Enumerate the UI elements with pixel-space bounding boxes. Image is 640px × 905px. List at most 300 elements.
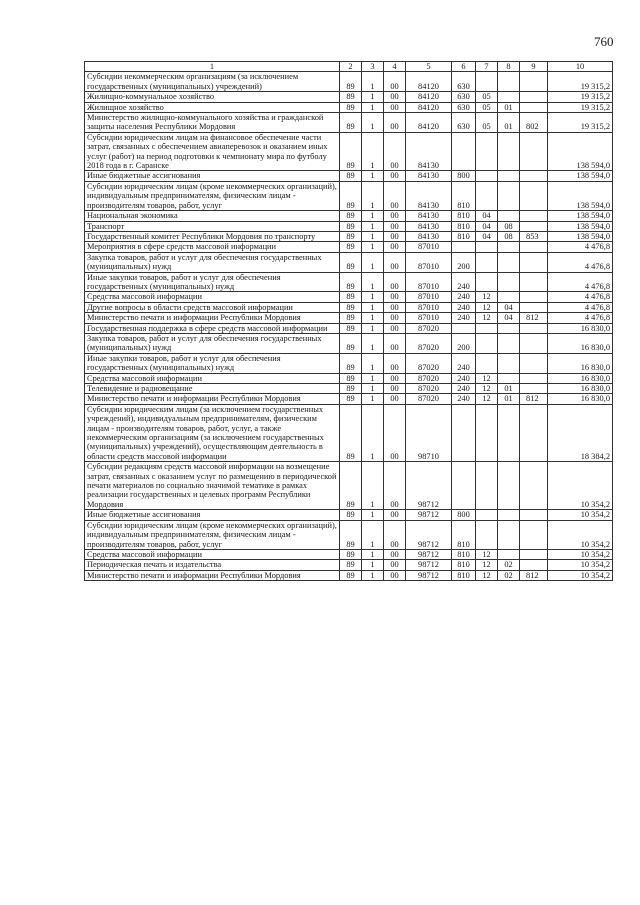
col-5-cell: 87020 — [406, 323, 452, 333]
col-3-cell: 1 — [362, 221, 384, 231]
col-2-cell: 89 — [340, 113, 362, 133]
col-6-cell: 240 — [452, 302, 476, 312]
amount-cell: 4 476,8 — [548, 313, 613, 323]
col-4-cell: 00 — [384, 292, 406, 302]
col-9-cell — [520, 560, 548, 570]
col-5-cell: 87020 — [406, 353, 452, 373]
table-row — [85, 404, 613, 461]
col-5-cell: 87010 — [406, 242, 452, 252]
col-3-cell: 1 — [362, 132, 384, 171]
table-row — [85, 231, 613, 241]
amount-cell: 138 594,0 — [548, 181, 613, 210]
col-5-cell: 98712 — [406, 560, 452, 570]
col-4-cell: 00 — [384, 313, 406, 323]
amount-cell: 10 354,2 — [548, 510, 613, 520]
col-6-cell: 200 — [452, 252, 476, 272]
col-2-cell: 89 — [340, 384, 362, 394]
col-3-cell: 1 — [362, 394, 384, 404]
col-3-cell: 1 — [362, 313, 384, 323]
amount-cell: 16 830,0 — [548, 333, 613, 353]
col-7-cell: 12 — [476, 560, 498, 570]
col-4-cell: 00 — [384, 211, 406, 221]
col-9-cell: 812 — [520, 394, 548, 404]
col-9-cell — [520, 242, 548, 252]
table-row — [85, 373, 613, 383]
row-name-cell: Министерство жилищно-коммунального хозяйства и гражданской защиты населения Республики Мордовия — [85, 113, 340, 133]
header-cell: 10 — [548, 62, 613, 72]
col-6-cell: 800 — [452, 171, 476, 181]
amount-cell: 10 354,2 — [548, 560, 613, 570]
table-row — [85, 272, 613, 292]
row-name-cell: Министерство печати и информации Республики Мордовия — [85, 570, 340, 580]
col-2-cell: 89 — [340, 211, 362, 221]
col-4-cell: 00 — [384, 181, 406, 210]
table-row — [85, 570, 613, 580]
col-8-cell — [498, 242, 520, 252]
col-3-cell: 1 — [362, 510, 384, 520]
col-5-cell: 98712 — [406, 462, 452, 510]
col-3-cell: 1 — [362, 560, 384, 570]
col-4-cell: 00 — [384, 242, 406, 252]
row-name-cell: Иные бюджетные ассигнования — [85, 510, 340, 520]
col-4-cell: 00 — [384, 132, 406, 171]
row-name-cell: Телевидение и радиовещание — [85, 384, 340, 394]
row-name-cell: Закупка товаров, работ и услуг для обеспечения государственных (муниципальных) нужд — [85, 252, 340, 272]
table-row — [85, 510, 613, 520]
col-9-cell — [520, 549, 548, 559]
col-9-cell — [520, 132, 548, 171]
col-6-cell: 240 — [452, 353, 476, 373]
col-5-cell: 87010 — [406, 292, 452, 302]
col-3-cell: 1 — [362, 113, 384, 133]
amount-cell: 16 830,0 — [548, 384, 613, 394]
col-5-cell: 98712 — [406, 570, 452, 580]
col-4-cell: 00 — [384, 520, 406, 549]
col-8-cell: 08 — [498, 231, 520, 241]
table-row — [85, 252, 613, 272]
row-name-cell: Субсидии юридическим лицам (за исключением государственных учреждений), индивидуальным предпринимателям, физическим лицам - производителям товаров, работ, услуг, а также некоммерческим организациям (за исключением государственных (муниципальных) учреждений), осуществляющим деятельность в области средств массовой информации — [85, 404, 340, 461]
col-5-cell: 98710 — [406, 404, 452, 461]
col-3-cell: 1 — [362, 211, 384, 221]
col-7-cell — [476, 132, 498, 171]
col-4-cell: 00 — [384, 384, 406, 394]
col-6-cell: 810 — [452, 231, 476, 241]
col-6-cell: 810 — [452, 211, 476, 221]
col-7-cell — [476, 404, 498, 461]
col-7-cell: 04 — [476, 211, 498, 221]
amount-cell: 4 476,8 — [548, 292, 613, 302]
table-row — [85, 560, 613, 570]
col-6-cell: 630 — [452, 72, 476, 92]
col-4-cell: 00 — [384, 302, 406, 312]
table-row — [85, 313, 613, 323]
table-row — [85, 292, 613, 302]
col-5-cell: 87010 — [406, 313, 452, 323]
col-6-cell: 240 — [452, 373, 476, 383]
budget-table — [84, 61, 613, 581]
col-2-cell: 89 — [340, 72, 362, 92]
col-5-cell: 84120 — [406, 72, 452, 92]
col-9-cell: 812 — [520, 570, 548, 580]
col-3-cell: 1 — [362, 373, 384, 383]
table-header-row — [85, 62, 613, 72]
row-name-cell: Закупка товаров, работ и услуг для обеспечения государственных (муниципальных) нужд — [85, 333, 340, 353]
table-row — [85, 171, 613, 181]
header-cell: 7 — [476, 62, 498, 72]
col-2-cell: 89 — [340, 570, 362, 580]
col-9-cell: 802 — [520, 113, 548, 133]
col-4-cell: 00 — [384, 113, 406, 133]
col-2-cell: 89 — [340, 510, 362, 520]
col-4-cell: 00 — [384, 510, 406, 520]
col-8-cell — [498, 72, 520, 92]
col-5-cell: 87010 — [406, 272, 452, 292]
col-9-cell — [520, 520, 548, 549]
col-6-cell — [452, 132, 476, 171]
amount-cell: 10 354,2 — [548, 462, 613, 510]
col-6-cell: 810 — [452, 570, 476, 580]
col-4-cell: 00 — [384, 560, 406, 570]
col-6-cell: 240 — [452, 292, 476, 302]
col-9-cell — [520, 72, 548, 92]
col-8-cell — [498, 272, 520, 292]
col-7-cell — [476, 353, 498, 373]
col-4-cell: 00 — [384, 171, 406, 181]
table-row — [85, 242, 613, 252]
row-name-cell: Министерство печати и информации Республики Мордовия — [85, 313, 340, 323]
col-2-cell: 89 — [340, 394, 362, 404]
table-row — [85, 549, 613, 559]
amount-cell: 18 384,2 — [548, 404, 613, 461]
col-8-cell — [498, 549, 520, 559]
col-7-cell — [476, 333, 498, 353]
row-name-cell: Иные бюджетные ассигнования — [85, 171, 340, 181]
table-row — [85, 462, 613, 510]
col-7-cell: 12 — [476, 394, 498, 404]
table-row — [85, 181, 613, 210]
col-7-cell: 12 — [476, 292, 498, 302]
col-8-cell: 04 — [498, 313, 520, 323]
col-8-cell — [498, 373, 520, 383]
col-4-cell: 00 — [384, 373, 406, 383]
col-8-cell — [498, 171, 520, 181]
col-3-cell: 1 — [362, 384, 384, 394]
row-name-cell: Жилищное хозяйство — [85, 102, 340, 112]
col-4-cell: 00 — [384, 252, 406, 272]
amount-cell: 19 315,2 — [548, 113, 613, 133]
col-8-cell: 01 — [498, 113, 520, 133]
col-8-cell — [498, 292, 520, 302]
col-9-cell — [520, 102, 548, 112]
col-7-cell — [476, 510, 498, 520]
col-4-cell: 00 — [384, 72, 406, 92]
col-7-cell: 05 — [476, 92, 498, 102]
col-8-cell — [498, 181, 520, 210]
col-5-cell: 87020 — [406, 384, 452, 394]
col-2-cell: 89 — [340, 171, 362, 181]
col-5-cell: 87010 — [406, 252, 452, 272]
table-row — [85, 221, 613, 231]
table-row — [85, 211, 613, 221]
col-5-cell: 84130 — [406, 231, 452, 241]
amount-cell: 16 830,0 — [548, 323, 613, 333]
table-row — [85, 92, 613, 102]
col-9-cell — [520, 292, 548, 302]
amount-cell: 19 315,2 — [548, 72, 613, 92]
col-2-cell: 89 — [340, 221, 362, 231]
header-cell: 3 — [362, 62, 384, 72]
col-2-cell: 89 — [340, 549, 362, 559]
col-7-cell: 04 — [476, 221, 498, 231]
amount-cell: 138 594,0 — [548, 211, 613, 221]
col-2-cell: 89 — [340, 231, 362, 241]
row-name-cell: Средства массовой информации — [85, 549, 340, 559]
col-6-cell — [452, 242, 476, 252]
col-3-cell: 1 — [362, 333, 384, 353]
header-cell: 4 — [384, 62, 406, 72]
amount-cell: 4 476,8 — [548, 272, 613, 292]
col-7-cell — [476, 72, 498, 92]
col-7-cell — [476, 242, 498, 252]
col-3-cell: 1 — [362, 292, 384, 302]
col-7-cell: 12 — [476, 313, 498, 323]
col-5-cell: 87020 — [406, 394, 452, 404]
col-3-cell: 1 — [362, 302, 384, 312]
col-8-cell — [498, 520, 520, 549]
amount-cell: 4 476,8 — [548, 242, 613, 252]
row-name-cell: Государственная поддержка в сфере средств массовой информации — [85, 323, 340, 333]
col-7-cell: 12 — [476, 384, 498, 394]
col-4-cell: 00 — [384, 404, 406, 461]
col-3-cell: 1 — [362, 323, 384, 333]
col-7-cell — [476, 181, 498, 210]
row-name-cell: Субсидии юридическим лицам (кроме некоммерческих организаций), индивидуальным предпринимателям, физическим лицам - производителям товаров, работ, услуг — [85, 520, 340, 549]
col-5-cell: 84120 — [406, 92, 452, 102]
table-row — [85, 384, 613, 394]
col-9-cell — [520, 462, 548, 510]
header-cell: 6 — [452, 62, 476, 72]
col-6-cell: 810 — [452, 221, 476, 231]
amount-cell: 4 476,8 — [548, 302, 613, 312]
amount-cell: 19 315,2 — [548, 92, 613, 102]
col-5-cell: 84130 — [406, 211, 452, 221]
col-5-cell: 87010 — [406, 302, 452, 312]
col-9-cell — [520, 252, 548, 272]
col-6-cell: 810 — [452, 560, 476, 570]
header-cell: 8 — [498, 62, 520, 72]
col-3-cell: 1 — [362, 404, 384, 461]
col-6-cell: 240 — [452, 384, 476, 394]
row-name-cell: Периодическая печать и издательства — [85, 560, 340, 570]
col-6-cell: 800 — [452, 510, 476, 520]
header-cell: 1 — [85, 62, 340, 72]
table-row — [85, 102, 613, 112]
col-2-cell: 89 — [340, 272, 362, 292]
col-8-cell: 02 — [498, 570, 520, 580]
col-5-cell: 98712 — [406, 549, 452, 559]
col-9-cell — [520, 211, 548, 221]
col-9-cell — [520, 302, 548, 312]
row-name-cell: Национальная экономика — [85, 211, 340, 221]
col-7-cell: 12 — [476, 373, 498, 383]
col-2-cell: 89 — [340, 92, 362, 102]
header-cell: 5 — [406, 62, 452, 72]
row-name-cell: Транспорт — [85, 221, 340, 231]
col-9-cell — [520, 353, 548, 373]
amount-cell: 10 354,2 — [548, 549, 613, 559]
col-2-cell: 89 — [340, 181, 362, 210]
col-3-cell: 1 — [362, 549, 384, 559]
table-row — [85, 353, 613, 373]
row-name-cell: Субсидии юридическим лицам на финансовое обеспечение части затрат, связанных с обеспечением авиаперевозок и оказанием иных услуг (работ) на период подготовки к чемпионату мира по футболу 2018 года в г. Саранске — [85, 132, 340, 171]
row-name-cell: Государственный комитет Республики Мордовия по транспорту — [85, 231, 340, 241]
col-6-cell — [452, 462, 476, 510]
col-9-cell — [520, 272, 548, 292]
col-8-cell — [498, 211, 520, 221]
col-7-cell — [476, 520, 498, 549]
col-2-cell: 89 — [340, 520, 362, 549]
col-7-cell: 12 — [476, 570, 498, 580]
col-3-cell: 1 — [362, 181, 384, 210]
col-8-cell — [498, 462, 520, 510]
col-6-cell: 810 — [452, 549, 476, 559]
col-8-cell — [498, 92, 520, 102]
amount-cell: 16 830,0 — [548, 394, 613, 404]
col-9-cell — [520, 510, 548, 520]
row-name-cell: Средства массовой информации — [85, 292, 340, 302]
col-2-cell: 89 — [340, 373, 362, 383]
col-3-cell: 1 — [362, 520, 384, 549]
row-name-cell: Субсидии редакциям средств массовой информации на возмещение затрат, связанных с оказанием услуг по размещению в периодической печати материалов по социально значимой тематике в рамках реализации государственных и целевых программ Республики Мордовия — [85, 462, 340, 510]
col-3-cell: 1 — [362, 72, 384, 92]
col-2-cell: 89 — [340, 404, 362, 461]
col-8-cell — [498, 510, 520, 520]
col-7-cell: 04 — [476, 231, 498, 241]
col-2-cell: 89 — [340, 132, 362, 171]
col-9-cell — [520, 404, 548, 461]
col-2-cell: 89 — [340, 313, 362, 323]
col-5-cell: 84130 — [406, 171, 452, 181]
row-name-cell: Другие вопросы в области средств массовой информации — [85, 302, 340, 312]
row-name-cell: Министерство печати и информации Республики Мордовия — [85, 394, 340, 404]
col-9-cell: 853 — [520, 231, 548, 241]
table-row — [85, 323, 613, 333]
col-2-cell: 89 — [340, 252, 362, 272]
col-6-cell: 240 — [452, 394, 476, 404]
col-6-cell: 810 — [452, 520, 476, 549]
amount-cell: 138 594,0 — [548, 132, 613, 171]
col-6-cell — [452, 404, 476, 461]
col-4-cell: 00 — [384, 231, 406, 241]
col-5-cell: 87020 — [406, 373, 452, 383]
col-8-cell: 01 — [498, 394, 520, 404]
table-row — [85, 72, 613, 92]
col-3-cell: 1 — [362, 171, 384, 181]
amount-cell: 10 354,2 — [548, 570, 613, 580]
col-6-cell — [452, 323, 476, 333]
col-6-cell: 240 — [452, 272, 476, 292]
col-5-cell: 98712 — [406, 510, 452, 520]
row-name-cell: Субсидии некоммерческим организациям (за исключением государственных (муниципальных) учреждений) — [85, 72, 340, 92]
col-2-cell: 89 — [340, 102, 362, 112]
col-7-cell: 05 — [476, 113, 498, 133]
col-2-cell: 89 — [340, 353, 362, 373]
col-4-cell: 00 — [384, 333, 406, 353]
col-7-cell: 12 — [476, 302, 498, 312]
col-8-cell — [498, 132, 520, 171]
col-4-cell: 00 — [384, 570, 406, 580]
col-4-cell: 00 — [384, 102, 406, 112]
amount-cell: 138 594,0 — [548, 171, 613, 181]
col-8-cell: 01 — [498, 384, 520, 394]
amount-cell: 4 476,8 — [548, 252, 613, 272]
col-7-cell — [476, 171, 498, 181]
header-cell: 9 — [520, 62, 548, 72]
row-name-cell: Иные закупки товаров, работ и услуг для обеспечения государственных (муниципальных) нужд — [85, 272, 340, 292]
table-row — [85, 333, 613, 353]
col-4-cell: 00 — [384, 353, 406, 373]
table-row — [85, 302, 613, 312]
col-6-cell: 240 — [452, 313, 476, 323]
col-5-cell: 84130 — [406, 132, 452, 171]
table-row — [85, 113, 613, 133]
amount-cell: 16 830,0 — [548, 373, 613, 383]
header-cell: 2 — [340, 62, 362, 72]
col-5-cell: 98712 — [406, 520, 452, 549]
amount-cell: 138 594,0 — [548, 221, 613, 231]
col-5-cell: 84120 — [406, 102, 452, 112]
col-5-cell: 84130 — [406, 221, 452, 231]
page-number: 760 — [594, 34, 614, 49]
col-8-cell — [498, 252, 520, 272]
col-9-cell — [520, 323, 548, 333]
col-2-cell: 89 — [340, 333, 362, 353]
col-2-cell: 89 — [340, 462, 362, 510]
amount-cell: 16 830,0 — [548, 353, 613, 373]
col-3-cell: 1 — [362, 92, 384, 102]
col-2-cell: 89 — [340, 242, 362, 252]
col-2-cell: 89 — [340, 560, 362, 570]
col-9-cell — [520, 92, 548, 102]
col-3-cell: 1 — [362, 242, 384, 252]
col-2-cell: 89 — [340, 292, 362, 302]
col-8-cell — [498, 353, 520, 373]
col-4-cell: 00 — [384, 394, 406, 404]
amount-cell: 10 354,2 — [548, 520, 613, 549]
col-3-cell: 1 — [362, 102, 384, 112]
col-4-cell: 00 — [384, 462, 406, 510]
col-5-cell: 84120 — [406, 113, 452, 133]
table-row — [85, 394, 613, 404]
col-2-cell: 89 — [340, 302, 362, 312]
col-9-cell — [520, 373, 548, 383]
col-9-cell — [520, 384, 548, 394]
col-7-cell — [476, 252, 498, 272]
col-6-cell: 200 — [452, 333, 476, 353]
col-8-cell: 04 — [498, 302, 520, 312]
col-8-cell — [498, 333, 520, 353]
col-6-cell: 810 — [452, 181, 476, 210]
col-5-cell: 87020 — [406, 333, 452, 353]
row-name-cell: Средства массовой информации — [85, 373, 340, 383]
col-4-cell: 00 — [384, 92, 406, 102]
col-9-cell: 812 — [520, 313, 548, 323]
col-3-cell: 1 — [362, 272, 384, 292]
col-9-cell — [520, 221, 548, 231]
col-7-cell: 12 — [476, 549, 498, 559]
col-9-cell — [520, 333, 548, 353]
col-4-cell: 00 — [384, 272, 406, 292]
